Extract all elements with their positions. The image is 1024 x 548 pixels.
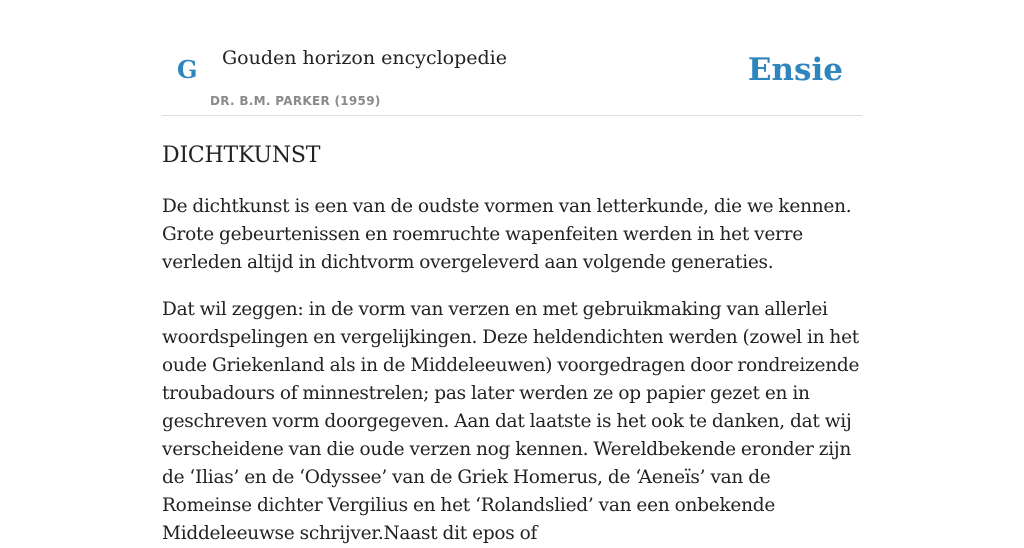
ensie-logo[interactable]: Ensie bbox=[747, 52, 843, 88]
article-paragraph: De dichtkunst is een van de oudste vormen van letterkunde, die we kennen. Grote gebeurtenissen en roemruchte wapenfeiten werden in het verre verleden altijd in dichtvorm overgeleverd aan volgende generaties. bbox=[162, 196, 852, 273]
book-title[interactable]: Gouden horizon encyclopedie bbox=[222, 47, 507, 69]
page bbox=[162, 0, 862, 548]
book-author: DR. B.M. PARKER (1959) bbox=[210, 94, 381, 108]
header bbox=[162, 0, 862, 116]
article-paragraph: Dat wil zeggen: in de vorm van verzen en met gebruikmaking van allerlei woordspelingen en vergelijkingen. Deze heldendichten werden (zowel in het oude Griekenland als in de Middeleeuwen) voorgedragen door rondreizende troubadours of minnestrelen; pas later werden ze op papier gezet en in geschreven vorm doorgegeven. Aan dat laatste is het ook te danken, dat wij verscheidene van die oude verzen nog kennen. Wereldbekende eronder zijn de ‘Ilias’ en de ‘Odyssee’ van de Griek Homerus, de ‘Aeneïs’ van de Romeinse dichter Vergilius en het ‘Rolandslied’ van een onbekende Middeleeuwse schrijver.Naast dit epos of bbox=[162, 299, 860, 544]
article-title: DICHTKUNST bbox=[162, 143, 321, 168]
book-logo-icon[interactable]: G bbox=[177, 55, 198, 84]
